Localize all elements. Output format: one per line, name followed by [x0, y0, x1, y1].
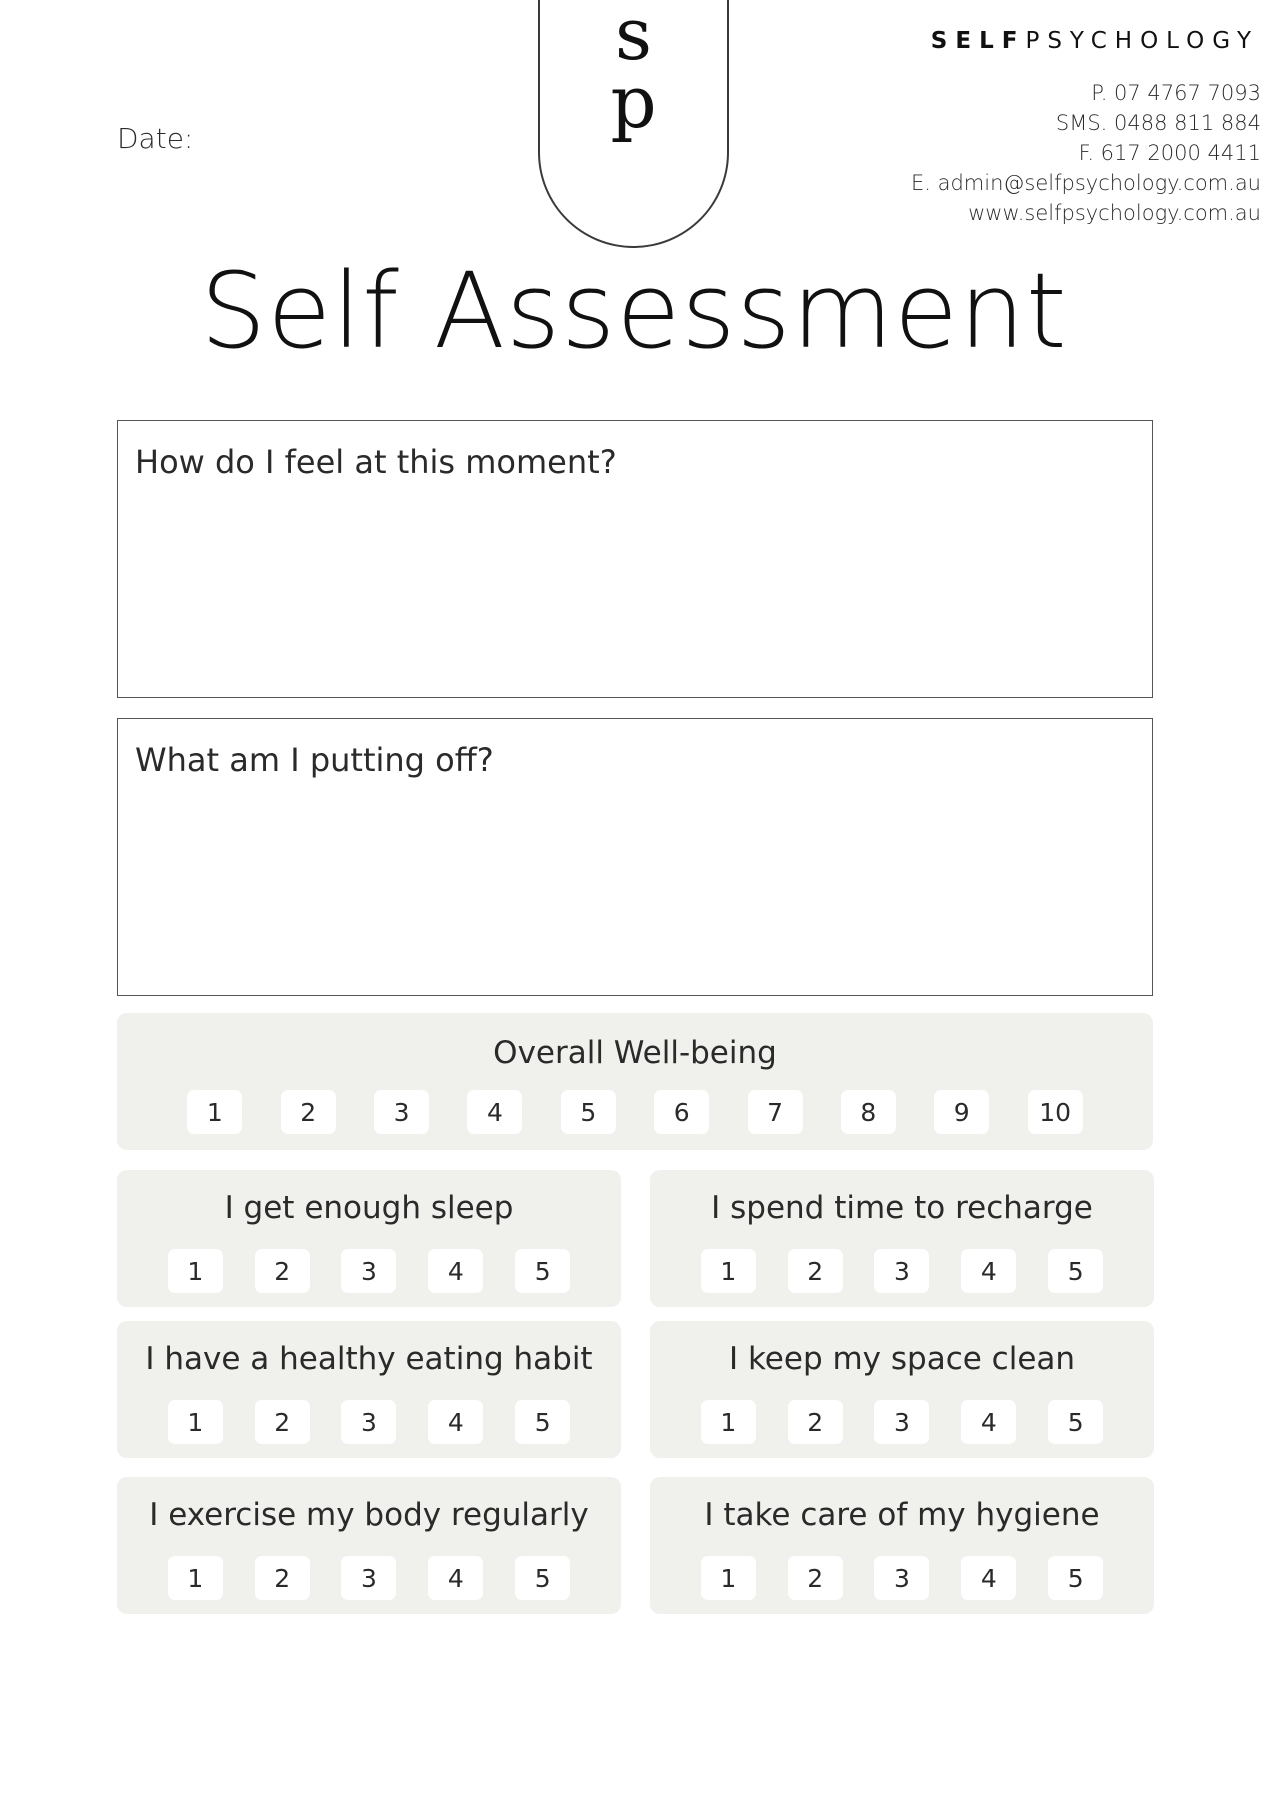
rating-option[interactable]: 3	[874, 1400, 929, 1444]
putting-off-prompt: What am I putting off?	[135, 741, 494, 779]
rating-option[interactable]: 2	[788, 1400, 843, 1444]
rating-option[interactable]: 6	[654, 1090, 709, 1134]
brand-name	[931, 28, 1259, 54]
rating-option[interactable]: 9	[934, 1090, 989, 1134]
rating-option[interactable]: 5	[515, 1556, 570, 1600]
sleep-scale	[117, 1249, 621, 1293]
rating-option[interactable]: 2	[255, 1400, 310, 1444]
rating-option[interactable]: 5	[1048, 1249, 1103, 1293]
rating-option[interactable]: 2	[255, 1249, 310, 1293]
exercise-panel	[117, 1477, 621, 1614]
contact-email: E. admin@selfpsychology.com.au	[910, 171, 1261, 195]
hygiene-scale	[650, 1556, 1154, 1600]
rating-option[interactable]: 10	[1028, 1090, 1083, 1134]
recharge-panel	[650, 1170, 1154, 1307]
rating-option[interactable]: 1	[168, 1249, 223, 1293]
putting-off-text-box[interactable]	[117, 718, 1153, 996]
hygiene-title: I take care of my hygiene	[704, 1497, 1100, 1533]
rating-option[interactable]: 2	[255, 1556, 310, 1600]
rating-option[interactable]: 3	[874, 1556, 929, 1600]
eating-title: I have a healthy eating habit	[145, 1341, 593, 1377]
rating-option[interactable]: 4	[961, 1400, 1016, 1444]
exercise-title: I exercise my body regularly	[149, 1497, 589, 1533]
rating-option[interactable]: 7	[748, 1090, 803, 1134]
rating-option[interactable]: 4	[467, 1090, 522, 1134]
rating-option[interactable]: 1	[187, 1090, 242, 1134]
rating-option[interactable]: 4	[961, 1556, 1016, 1600]
sp-logo	[538, 0, 729, 248]
rating-option[interactable]: 8	[841, 1090, 896, 1134]
clean-space-panel	[650, 1321, 1154, 1458]
rating-option[interactable]: 3	[341, 1249, 396, 1293]
brand-name-light: PSYCHOLOGY	[1025, 28, 1259, 54]
rating-option[interactable]: 1	[701, 1556, 756, 1600]
rating-option[interactable]: 4	[428, 1249, 483, 1293]
brand-name-bold: SELF	[930, 28, 1026, 54]
clean-space-title: I keep my space clean	[728, 1341, 1076, 1377]
rating-option[interactable]: 3	[341, 1400, 396, 1444]
rating-option[interactable]: 1	[701, 1249, 756, 1293]
rating-option[interactable]: 4	[961, 1249, 1016, 1293]
rating-option[interactable]: 1	[701, 1400, 756, 1444]
rating-option[interactable]: 2	[281, 1090, 336, 1134]
sleep-title: I get enough sleep	[224, 1190, 514, 1226]
exercise-scale	[117, 1556, 621, 1600]
logo-letter-p: p	[610, 60, 657, 144]
feeling-text-box[interactable]	[117, 420, 1153, 698]
rating-option[interactable]: 5	[1048, 1400, 1103, 1444]
logo-letter-s: s	[615, 0, 652, 76]
overall-wellbeing-scale	[117, 1090, 1153, 1134]
rating-option[interactable]: 2	[788, 1556, 843, 1600]
rating-option[interactable]: 3	[874, 1249, 929, 1293]
overall-wellbeing-title: Overall Well-being	[493, 1035, 777, 1071]
rating-option[interactable]: 5	[515, 1400, 570, 1444]
sleep-panel	[117, 1170, 621, 1307]
rating-option[interactable]: 4	[428, 1556, 483, 1600]
date-label: Date:	[117, 122, 194, 155]
rating-option[interactable]: 5	[561, 1090, 616, 1134]
rating-option[interactable]: 2	[788, 1249, 843, 1293]
overall-wellbeing-panel	[117, 1013, 1153, 1150]
rating-option[interactable]: 3	[341, 1556, 396, 1600]
rating-option[interactable]: 1	[168, 1400, 223, 1444]
feeling-prompt: How do I feel at this moment?	[135, 443, 617, 481]
hygiene-panel	[650, 1477, 1154, 1614]
contact-website: www.selfpsychology.com.au	[968, 201, 1261, 225]
eating-scale	[117, 1400, 621, 1444]
contact-info	[911, 78, 1261, 228]
rating-option[interactable]: 4	[428, 1400, 483, 1444]
recharge-title: I spend time to recharge	[711, 1190, 1093, 1226]
rating-option[interactable]: 3	[374, 1090, 429, 1134]
rating-option[interactable]: 1	[168, 1556, 223, 1600]
contact-phone: P. 07 4767 7093	[1091, 81, 1261, 105]
contact-fax: F. 617 2000 4411	[1078, 141, 1261, 165]
page-title: Self Assessment	[200, 250, 1068, 372]
recharge-scale	[650, 1249, 1154, 1293]
rating-option[interactable]: 5	[515, 1249, 570, 1293]
eating-panel	[117, 1321, 621, 1458]
clean-space-scale	[650, 1400, 1154, 1444]
rating-option[interactable]: 5	[1048, 1556, 1103, 1600]
contact-sms: SMS. 0488 811 884	[1055, 111, 1261, 135]
